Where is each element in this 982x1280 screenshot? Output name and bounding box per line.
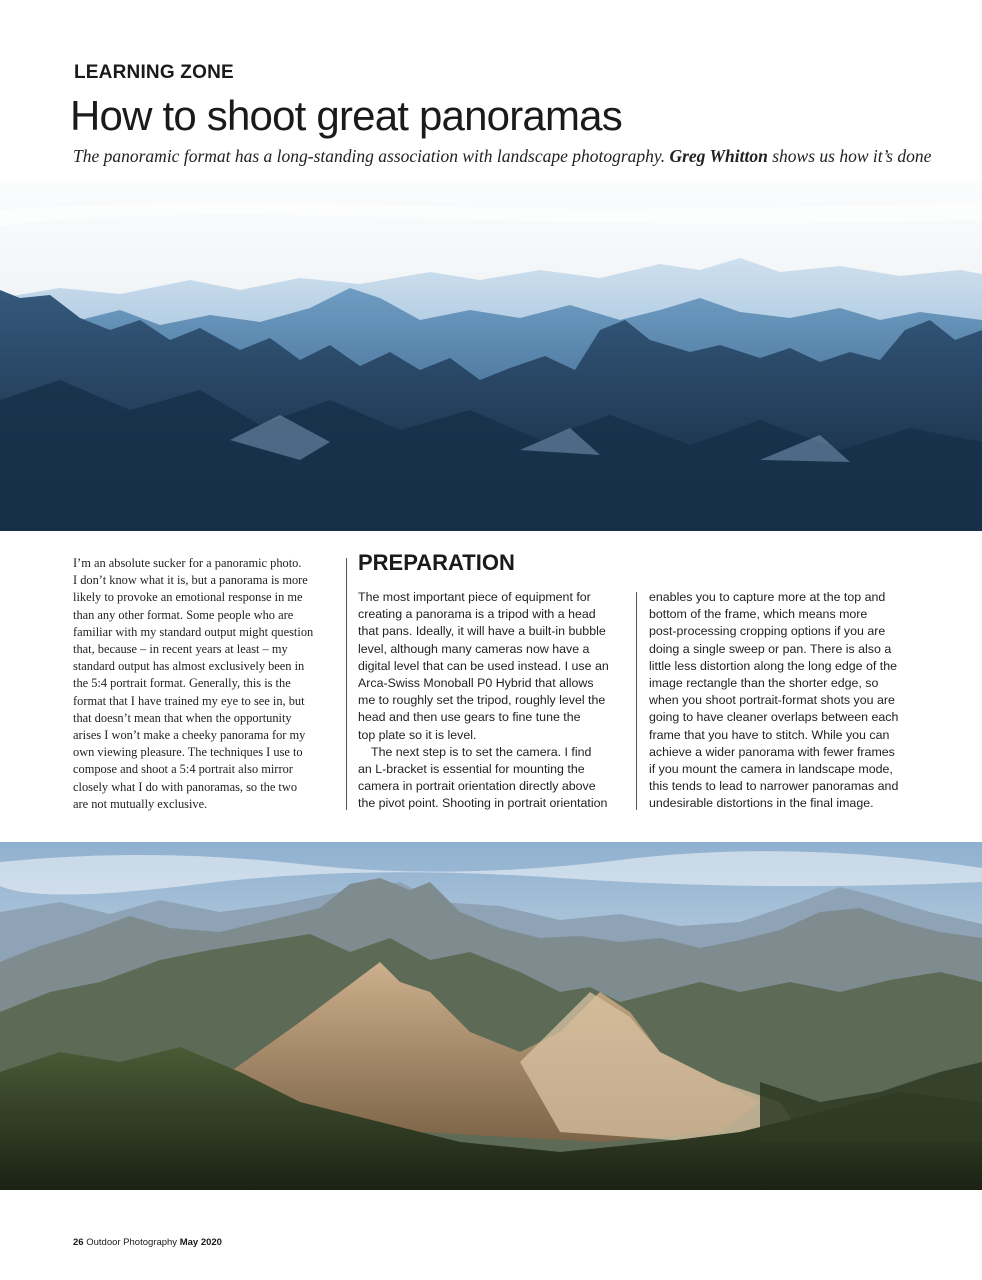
intro-line: the 5:4 portrait format. Generally, this is the [73,676,291,691]
body-line: level, although many cameras now have a [358,641,590,656]
body-line: creating a panorama is a tripod with a head [358,607,596,622]
standfirst [73,146,931,167]
intro-line: I don’t know what it is, but a panorama is more [73,573,308,588]
body-line: image rectangle than the shorter edge, so [649,676,879,691]
dolomites-panorama-photo [0,842,982,1190]
body-line: going to have cleaner overlaps between each [649,710,899,725]
body-line: The most important piece of equipment for [358,590,591,604]
intro-line: than any other format. Some people who are [73,607,294,622]
intro-line: closely what I do with panoramas, so the two [73,779,298,794]
standfirst-suffix: shows us how it’s done [772,146,932,166]
column-divider [346,558,347,810]
intro-column [73,555,341,813]
body-line: bottom of the frame, which means more [649,607,868,622]
intro-line: that, because – in recent years at least – my [73,642,288,657]
body-line: Arca-Swiss Monoball P0 Hybrid that allows [358,676,594,691]
magazine-name: Outdoor Photography [86,1237,178,1248]
intro-line: likely to provoke an emotional response in me [73,590,303,605]
body-line: frame that you have to stitch. While you can [649,727,890,742]
body-line: doing a single sweep or pan. There is also a [649,641,892,656]
column-divider [636,592,637,810]
body-line-indented [358,744,626,761]
section-heading-preparation: PREPARATION [358,550,515,575]
body-line: enables you to capture more at the top and [649,590,886,604]
intro-line: that doesn’t mean that when the opportunity [73,710,292,725]
body-line: when you shoot portrait-format shots you are [649,693,895,708]
body-line: achieve a wider panorama with fewer frames [649,744,895,759]
body-line: that pans. Ideally, it will have a built-in bubble [358,624,606,639]
body-line: me to roughly set the tripod, roughly level the [358,693,606,708]
body-line: head and then use gears to fine tune the [358,710,581,725]
intro-line: compose and shoot a 5:4 portrait also mirror [73,762,293,777]
preparation-column-2 [649,589,917,813]
body-line: top plate so it is level. [358,727,477,742]
body-line: the pivot point. Shooting in portrait orientation [358,796,608,811]
intro-line: I’m an absolute sucker for a panoramic photo. [73,556,302,570]
body-line-text: The next step is to set the camera. I find [371,744,592,759]
section-label: LEARNING ZONE [74,62,234,83]
page-number: 26 [73,1237,84,1248]
body-line: an L-bracket is essential for mounting the [358,762,585,777]
body-line: this tends to lead to narrower panoramas and [649,779,899,794]
page-footer [73,1237,222,1248]
intro-line: format that I have trained my eye to see in, but [73,693,305,708]
body-line: camera in portrait orientation directly above [358,779,596,794]
standfirst-text: The panoramic format has a long-standing association with landscape photography. [73,146,666,166]
preparation-column-1 [358,589,626,813]
intro-line: own viewing pleasure. The techniques I use to [73,745,303,760]
author-name: Greg Whitton [669,146,768,166]
article-headline: How to shoot great panoramas [70,92,622,139]
hero-panorama-photo [0,180,982,531]
intro-line: familiar with my standard output might question [73,624,314,639]
body-line: post-processing cropping options if you are [649,624,886,639]
body-line: if you mount the camera in landscape mode, [649,762,893,777]
issue-date: May 2020 [179,1237,222,1248]
body-line: undesirable distortions in the final image. [649,796,874,811]
intro-line: standard output has almost exclusively been in [73,659,305,674]
intro-line: are not mutually exclusive. [73,796,208,811]
body-line: little less distortion along the long edge of the [649,658,897,673]
intro-line: arises I won’t make a cheeky panorama for my [73,728,306,743]
body-line: digital level that can be used instead. I use an [358,658,609,673]
